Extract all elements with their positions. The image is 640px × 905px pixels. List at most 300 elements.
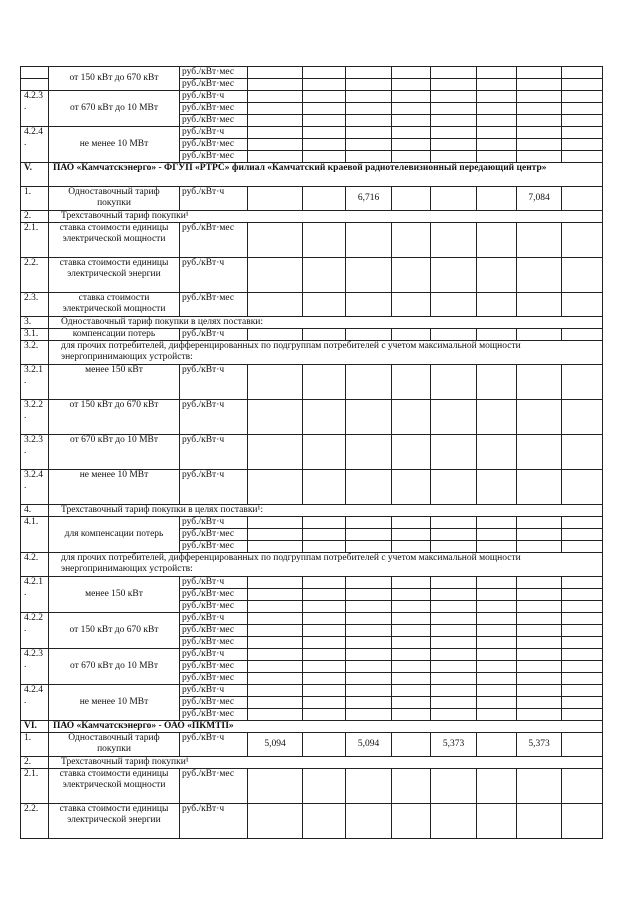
value-cell	[562, 151, 603, 163]
value-cell	[346, 435, 392, 470]
value-cell	[562, 187, 603, 211]
indicator-name: ставка стоимости единицы электрической мощности	[49, 769, 180, 804]
value-cell	[562, 541, 603, 553]
table-row	[21, 258, 603, 293]
value-cell	[517, 625, 562, 637]
value-cell	[517, 400, 562, 435]
value-cell	[431, 661, 477, 673]
value-cell	[477, 223, 517, 258]
value-cell	[248, 541, 303, 553]
value-cell	[517, 67, 562, 79]
value-cell	[562, 293, 603, 317]
row-number: 4.2.4 .	[21, 685, 49, 721]
indicator-name: менее 150 кВт	[49, 577, 180, 613]
value-cell	[477, 470, 517, 505]
value-cell	[346, 685, 392, 697]
value-cell	[303, 625, 346, 637]
indicator-name: от 150 кВт до 670 кВт	[49, 400, 180, 435]
table-row	[21, 400, 603, 435]
value-cell	[562, 625, 603, 637]
value-cell	[477, 293, 517, 317]
value-cell	[303, 637, 346, 649]
value-cell	[431, 613, 477, 625]
value-cell	[477, 685, 517, 697]
row-number: 3.2.	[21, 341, 49, 365]
table-row	[21, 517, 603, 529]
row-number: 3.	[21, 317, 49, 329]
value-cell	[477, 709, 517, 721]
value-cell	[346, 625, 392, 637]
value-cell	[562, 470, 603, 505]
value-cell	[562, 673, 603, 685]
value-cell	[517, 541, 562, 553]
value-cell	[517, 685, 562, 697]
unit-cell: руб./кВт·ч	[180, 577, 248, 589]
value-cell	[248, 293, 303, 317]
value-cell	[248, 517, 303, 529]
indicator-name: ставка стоимости единицы электрической мощности	[49, 223, 180, 258]
unit-cell: руб./кВт·ч	[180, 365, 248, 400]
value-cell: 5,094	[346, 733, 392, 757]
value-cell	[477, 577, 517, 589]
value-cell	[346, 649, 392, 661]
unit-cell: руб./кВт·мес	[180, 661, 248, 673]
unit-cell: руб./кВт·ч	[180, 733, 248, 757]
value-cell	[562, 365, 603, 400]
unit-cell: руб./кВт·мес	[180, 139, 248, 151]
unit-cell: руб./кВт·мес	[180, 67, 248, 79]
value-cell: 5,373	[431, 733, 477, 757]
value-cell	[431, 601, 477, 613]
value-cell	[477, 697, 517, 709]
value-cell	[392, 293, 431, 317]
row-number	[21, 79, 49, 91]
value-cell	[517, 223, 562, 258]
value-cell	[477, 733, 517, 757]
table-row	[21, 505, 603, 517]
value-cell: 7,084	[517, 187, 562, 211]
value-cell	[248, 709, 303, 721]
value-cell	[248, 91, 303, 103]
value-cell	[392, 115, 431, 127]
unit-cell: руб./кВт·мес	[180, 601, 248, 613]
value-cell	[346, 517, 392, 529]
value-cell	[392, 329, 431, 341]
value-cell	[346, 67, 392, 79]
value-cell	[248, 804, 303, 839]
indicator-name: не менее 10 МВт	[49, 470, 180, 505]
value-cell	[477, 625, 517, 637]
row-number: 2.1.	[21, 223, 49, 258]
unit-cell: руб./кВт·мес	[180, 589, 248, 601]
value-cell	[303, 697, 346, 709]
value-cell	[562, 400, 603, 435]
value-cell	[431, 685, 477, 697]
unit-cell: руб./кВт·мес	[180, 697, 248, 709]
value-cell	[303, 589, 346, 601]
section-title: ПАО «Камчатскэнерго» - ОАО «ПКМТП»	[49, 721, 603, 733]
indicator-name: от 670 кВт до 10 МВт	[49, 91, 180, 127]
value-cell	[431, 709, 477, 721]
group-title: Одноставочный тариф покупки в целях поставки:	[49, 317, 603, 329]
value-cell	[303, 103, 346, 115]
value-cell	[392, 697, 431, 709]
indicator-name: от 150 кВт до 670 кВт	[49, 613, 180, 649]
unit-cell: руб./кВт·мес	[180, 151, 248, 163]
value-cell	[248, 115, 303, 127]
value-cell	[477, 613, 517, 625]
unit-cell: руб./кВт·ч	[180, 127, 248, 139]
value-cell	[562, 529, 603, 541]
unit-cell: руб./кВт·мес	[180, 223, 248, 258]
group-title: Трехставочный тариф покупки¹	[49, 757, 603, 769]
value-cell	[248, 637, 303, 649]
value-cell	[562, 91, 603, 103]
unit-cell: руб./кВт·мес	[180, 79, 248, 91]
value-cell	[346, 804, 392, 839]
value-cell	[303, 661, 346, 673]
section-row	[21, 721, 603, 733]
table-row	[21, 223, 603, 258]
table-row	[21, 341, 603, 365]
value-cell	[248, 625, 303, 637]
value-cell	[392, 139, 431, 151]
value-cell	[477, 637, 517, 649]
value-cell	[346, 151, 392, 163]
group-title: для прочих потребителей, дифференцированных по подгруппам потребителей с учетом максимальной мощности энергопринимающих устройств:	[49, 341, 603, 365]
row-number: 4.2.1 .	[21, 577, 49, 613]
value-cell	[517, 804, 562, 839]
value-cell	[346, 329, 392, 341]
value-cell	[431, 697, 477, 709]
unit-cell: руб./кВт·мес	[180, 673, 248, 685]
value-cell	[303, 223, 346, 258]
value-cell	[562, 685, 603, 697]
value-cell	[346, 223, 392, 258]
value-cell	[477, 127, 517, 139]
value-cell	[392, 733, 431, 757]
value-cell	[392, 577, 431, 589]
section-title: ПАО «Камчатскэнерго» - ФГУП «РТРС» филиал «Камчатский краевой радиотелевизионный передающий центр»	[49, 163, 603, 187]
value-cell	[562, 613, 603, 625]
table-row	[21, 293, 603, 317]
unit-cell: руб./кВт·мес	[180, 115, 248, 127]
value-cell	[517, 365, 562, 400]
unit-cell: руб./кВт·ч	[180, 329, 248, 341]
value-cell	[248, 400, 303, 435]
unit-cell: руб./кВт·ч	[180, 435, 248, 470]
value-cell	[392, 589, 431, 601]
value-cell	[248, 685, 303, 697]
value-cell	[303, 613, 346, 625]
indicator-name: не менее 10 МВт	[49, 127, 180, 163]
value-cell	[392, 470, 431, 505]
value-cell	[477, 115, 517, 127]
row-number: 4.2.3 .	[21, 649, 49, 685]
table-row	[21, 435, 603, 470]
value-cell	[517, 79, 562, 91]
indicator-name: от 670 кВт до 10 МВт	[49, 435, 180, 470]
row-number: 3.1.	[21, 329, 49, 341]
value-cell	[431, 187, 477, 211]
value-cell	[562, 435, 603, 470]
indicator-name: Одноставочный тариф покупки	[49, 187, 180, 211]
value-cell	[477, 67, 517, 79]
value-cell	[517, 673, 562, 685]
value-cell	[392, 649, 431, 661]
unit-cell: руб./кВт·ч	[180, 517, 248, 529]
value-cell	[477, 91, 517, 103]
value-cell	[517, 139, 562, 151]
value-cell	[346, 103, 392, 115]
value-cell	[477, 649, 517, 661]
value-cell	[431, 365, 477, 400]
value-cell	[517, 613, 562, 625]
value-cell	[248, 470, 303, 505]
value-cell	[477, 589, 517, 601]
row-number: 2.	[21, 757, 49, 769]
value-cell	[346, 365, 392, 400]
unit-cell: руб./кВт·мес	[180, 293, 248, 317]
value-cell	[477, 769, 517, 804]
value-cell	[562, 67, 603, 79]
unit-cell: руб./кВт·ч	[180, 470, 248, 505]
value-cell	[431, 103, 477, 115]
value-cell	[303, 470, 346, 505]
indicator-name: ставка стоимости единицы электрической энергии	[49, 258, 180, 293]
value-cell	[248, 613, 303, 625]
value-cell	[303, 601, 346, 613]
value-cell	[303, 127, 346, 139]
table-row	[21, 187, 603, 211]
value-cell	[431, 470, 477, 505]
value-cell	[392, 365, 431, 400]
value-cell	[562, 103, 603, 115]
table-row	[21, 769, 603, 804]
unit-cell: руб./кВт·ч	[180, 258, 248, 293]
value-cell	[517, 435, 562, 470]
value-cell	[562, 769, 603, 804]
value-cell	[346, 127, 392, 139]
unit-cell: руб./кВт·ч	[180, 685, 248, 697]
value-cell	[517, 601, 562, 613]
value-cell	[248, 649, 303, 661]
value-cell	[248, 139, 303, 151]
unit-cell: руб./кВт·ч	[180, 91, 248, 103]
value-cell	[392, 625, 431, 637]
table-row	[21, 613, 603, 625]
group-title: Трехставочный тариф покупки¹	[49, 211, 603, 223]
unit-cell: руб./кВт·ч	[180, 187, 248, 211]
value-cell	[392, 151, 431, 163]
row-number: 2.	[21, 211, 49, 223]
unit-cell: руб./кВт·ч	[180, 400, 248, 435]
row-number: 4.2.4 .	[21, 127, 49, 163]
row-number: 4.2.	[21, 553, 49, 577]
value-cell	[303, 67, 346, 79]
indicator-name: от 670 кВт до 10 МВт	[49, 649, 180, 685]
table-row	[21, 127, 603, 139]
unit-cell: руб./кВт·ч	[180, 613, 248, 625]
value-cell	[346, 601, 392, 613]
value-cell	[562, 661, 603, 673]
value-cell	[248, 67, 303, 79]
value-cell	[562, 79, 603, 91]
row-number: 2.1.	[21, 769, 49, 804]
value-cell	[248, 365, 303, 400]
value-cell	[248, 127, 303, 139]
value-cell	[392, 613, 431, 625]
table-row	[21, 733, 603, 757]
value-cell	[392, 400, 431, 435]
value-cell	[562, 589, 603, 601]
value-cell	[477, 79, 517, 91]
value-cell	[248, 258, 303, 293]
value-cell	[303, 733, 346, 757]
value-cell	[303, 673, 346, 685]
row-number: 3.2.2 .	[21, 400, 49, 435]
value-cell	[303, 769, 346, 804]
indicator-name: компенсации потерь	[49, 329, 180, 341]
table-row	[21, 553, 603, 577]
value-cell	[517, 637, 562, 649]
value-cell	[346, 470, 392, 505]
unit-cell: руб./кВт·ч	[180, 804, 248, 839]
value-cell	[477, 258, 517, 293]
value-cell	[431, 625, 477, 637]
table-row	[21, 91, 603, 103]
value-cell	[303, 541, 346, 553]
value-cell	[517, 697, 562, 709]
value-cell	[477, 365, 517, 400]
table-row	[21, 649, 603, 661]
value-cell	[431, 293, 477, 317]
value-cell	[303, 649, 346, 661]
value-cell	[392, 127, 431, 139]
value-cell	[303, 329, 346, 341]
indicator-name: Одноставочный тариф покупки	[49, 733, 180, 757]
value-cell	[248, 673, 303, 685]
value-cell	[477, 187, 517, 211]
table-row	[21, 685, 603, 697]
value-cell	[346, 293, 392, 317]
value-cell	[392, 258, 431, 293]
table-row	[21, 317, 603, 329]
value-cell	[477, 541, 517, 553]
value-cell	[346, 673, 392, 685]
row-number: 2.2.	[21, 804, 49, 839]
value-cell	[392, 709, 431, 721]
row-number: 4.	[21, 505, 49, 517]
value-cell: 5,373	[517, 733, 562, 757]
value-cell	[392, 223, 431, 258]
value-cell	[248, 601, 303, 613]
value-cell	[303, 258, 346, 293]
value-cell	[517, 589, 562, 601]
value-cell	[392, 103, 431, 115]
value-cell	[392, 435, 431, 470]
value-cell	[517, 577, 562, 589]
value-cell	[431, 127, 477, 139]
value-cell	[562, 127, 603, 139]
value-cell	[303, 115, 346, 127]
unit-cell: руб./кВт·мес	[180, 637, 248, 649]
unit-cell: руб./кВт·мес	[180, 541, 248, 553]
row-number: V.	[21, 163, 49, 187]
value-cell	[431, 67, 477, 79]
value-cell	[431, 400, 477, 435]
row-number: 4.2.3 .	[21, 91, 49, 127]
value-cell	[562, 804, 603, 839]
value-cell	[517, 517, 562, 529]
value-cell	[562, 329, 603, 341]
row-number: 2.2.	[21, 258, 49, 293]
table-row	[21, 757, 603, 769]
value-cell	[392, 529, 431, 541]
value-cell	[248, 577, 303, 589]
value-cell	[392, 661, 431, 673]
value-cell	[303, 151, 346, 163]
table-row	[21, 365, 603, 400]
value-cell	[248, 151, 303, 163]
value-cell	[303, 709, 346, 721]
table-row	[21, 804, 603, 839]
value-cell	[346, 769, 392, 804]
value-cell	[562, 115, 603, 127]
value-cell	[392, 517, 431, 529]
value-cell	[392, 91, 431, 103]
value-cell	[248, 769, 303, 804]
table-row	[21, 211, 603, 223]
value-cell	[346, 79, 392, 91]
value-cell	[248, 697, 303, 709]
value-cell: 5,094	[248, 733, 303, 757]
value-cell	[431, 589, 477, 601]
value-cell	[477, 400, 517, 435]
value-cell	[562, 258, 603, 293]
group-title: для прочих потребителей, дифференцированных по подгруппам потребителей с учетом максимальной мощности энергопринимающих устройств:	[49, 553, 603, 577]
value-cell	[477, 329, 517, 341]
value-cell	[392, 804, 431, 839]
value-cell	[431, 577, 477, 589]
value-cell	[431, 115, 477, 127]
value-cell	[517, 103, 562, 115]
value-cell	[346, 91, 392, 103]
value-cell	[562, 697, 603, 709]
value-cell	[431, 649, 477, 661]
value-cell	[562, 637, 603, 649]
indicator-name: ставка стоимости электрической мощности	[49, 293, 180, 317]
table-row	[21, 67, 603, 79]
value-cell	[392, 67, 431, 79]
value-cell: 6,716	[346, 187, 392, 211]
row-number: 2.3.	[21, 293, 49, 317]
value-cell	[346, 139, 392, 151]
value-cell	[248, 589, 303, 601]
value-cell	[346, 637, 392, 649]
value-cell	[517, 769, 562, 804]
value-cell	[477, 151, 517, 163]
value-cell	[517, 115, 562, 127]
row-number	[21, 67, 49, 79]
indicator-name: для компенсации потерь	[49, 517, 180, 553]
value-cell	[392, 673, 431, 685]
value-cell	[248, 435, 303, 470]
value-cell	[562, 223, 603, 258]
unit-cell: руб./кВт·мес	[180, 769, 248, 804]
value-cell	[392, 541, 431, 553]
value-cell	[431, 258, 477, 293]
